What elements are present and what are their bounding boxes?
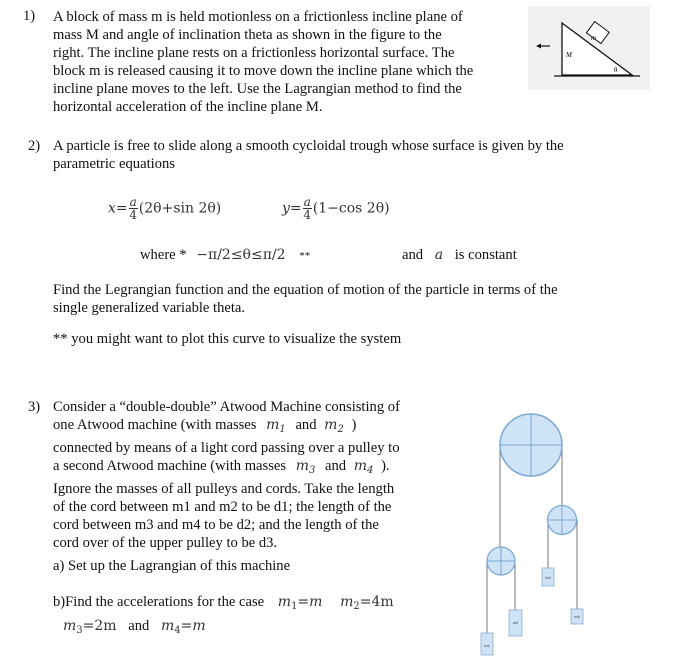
incline-figure <box>528 6 650 90</box>
q3-line <box>53 457 400 480</box>
case-m2 <box>340 594 394 610</box>
mass-subscript: 2 <box>353 601 360 612</box>
mass-label-m2: m2 <box>512 620 519 625</box>
part-a: a) Set up the Lagrangian of this machine <box>53 558 291 574</box>
part-b-line-2 <box>63 617 206 640</box>
question-1-text <box>53 8 473 116</box>
q3-line: cord over of the upper pulley to be d3. <box>53 535 278 551</box>
q3-line-text: a second Atwood machine (with masses <box>53 458 287 474</box>
mass-symbol: m <box>340 594 354 610</box>
mass-label-m3: m3 <box>545 575 551 580</box>
q3-line: Ignore the masses of all pulleys and cords. Take the length <box>53 481 395 497</box>
q3-line: Consider a “double-double” Atwood Machine consisting of <box>53 399 400 415</box>
equation-y <box>282 196 390 221</box>
part-b-text: b)Find the accelerations for the case <box>53 594 265 610</box>
mass-symbol: m <box>353 458 368 474</box>
mass-label-m1: m1 <box>484 643 490 648</box>
mass-value: =m <box>180 618 206 634</box>
mass-subscript: 3 <box>308 465 316 476</box>
mass-value: =2m <box>82 618 117 634</box>
q2-find-line: single generalized variable theta. <box>53 300 246 316</box>
fraction-numerator: a <box>303 195 311 209</box>
mass-value: =m <box>297 594 323 610</box>
q2-line: parametric equations <box>53 156 175 172</box>
q3-line <box>53 416 400 439</box>
q1-line: mass M and angle of inclination theta as shown in the figure to the <box>53 27 442 43</box>
q3-line: cord between m3 and m4 to be d2; and the length of the <box>53 517 379 533</box>
eq-x-lhs: x= <box>108 200 128 217</box>
mass-subscript: 1 <box>291 601 298 612</box>
q3-line-text: ) <box>351 417 357 433</box>
incline-label: M <box>566 51 572 59</box>
mass-symbol: m <box>266 417 280 433</box>
eq-x-fraction <box>129 196 138 221</box>
angle-label: θ <box>614 66 618 74</box>
q1-line: block m is released causing it to move down the incline plane which the <box>53 63 474 79</box>
mass-value: =4m <box>359 594 394 610</box>
case-m3 <box>63 618 117 634</box>
and-label: and <box>325 458 347 474</box>
equation-x <box>108 196 221 221</box>
q1-line: incline plane moves to the left. Use the Lagrangian method to find the <box>53 81 462 97</box>
mass-m2 <box>324 417 344 433</box>
mass-subscript: 3 <box>76 625 83 636</box>
q3-line: connected by means of a light cord passing over a pulley to <box>53 440 400 456</box>
part-b-line-1 <box>53 593 394 616</box>
question-2-find <box>53 281 558 317</box>
q1-line: right. The incline plane rests on a frictionless horizontal surface. The <box>53 45 455 61</box>
q3-line-text: ). <box>381 458 390 474</box>
arrow-head-icon <box>536 44 541 49</box>
constant-clause <box>402 246 517 264</box>
atwood-diagram <box>470 405 600 660</box>
q3-line-text: one Atwood machine (with masses <box>53 417 257 433</box>
theta-range: −π/2≤θ≤π/2 <box>196 247 286 263</box>
q2-line: A particle is free to slide along a smooth cycloidal trough whose surface is given by the <box>53 138 564 154</box>
question-3-text <box>53 398 400 552</box>
and-label: and <box>295 417 317 433</box>
mass-symbol: m <box>295 458 309 474</box>
mass-symbol: m <box>277 594 292 610</box>
mass-label-m4: m4 <box>574 614 580 619</box>
stars: ** <box>299 250 311 262</box>
mass-m1 <box>266 417 286 433</box>
constant-label: is constant <box>454 247 517 263</box>
and-label: and <box>402 247 424 263</box>
mass-m3 <box>296 458 316 474</box>
fraction-denominator: 4 <box>129 208 138 222</box>
block-label: m <box>591 34 597 42</box>
eq-y-lhs: y= <box>282 200 302 217</box>
where-label: where * <box>140 247 187 263</box>
block-m <box>586 22 609 44</box>
eq-y-rhs: (1−cos 2θ) <box>312 200 390 217</box>
mass-subscript: 4 <box>367 465 374 476</box>
mass-subscript: 1 <box>279 424 286 435</box>
eq-y-fraction <box>303 196 312 221</box>
case-m1 <box>278 594 323 610</box>
incline-diagram <box>528 6 650 90</box>
eq-x-rhs: (2θ+sin 2θ) <box>138 200 222 217</box>
fraction-denominator: 4 <box>303 208 312 222</box>
and-label: and <box>128 618 150 634</box>
case-m4 <box>161 618 206 634</box>
question-2-note: ** you might want to plot this curve to visualize the system <box>53 331 402 347</box>
where-clause <box>140 246 310 265</box>
mass-subscript: 2 <box>337 424 344 435</box>
mass-m4 <box>354 458 374 474</box>
question-1-number: 1) <box>23 8 36 24</box>
q1-line: horizontal acceleration of the incline plane M. <box>53 99 323 115</box>
mass-symbol: m <box>324 417 338 433</box>
mass-symbol: m <box>160 618 175 634</box>
question-2-number: 2) <box>28 138 41 154</box>
q1-line: A block of mass m is held motionless on a frictionless incline plane of <box>53 9 463 25</box>
q3-line: of the cord between m1 and m2 to be d1; the length of the <box>53 499 392 515</box>
fraction-numerator: a <box>129 195 137 209</box>
mass-symbol: m <box>63 618 77 634</box>
mass-subscript: 4 <box>174 625 181 636</box>
question-3-number: 3) <box>28 399 41 415</box>
question-2-text <box>53 137 564 173</box>
q2-find-line: Find the Legrangian function and the equation of motion of the particle in terms of the <box>53 282 558 298</box>
a-variable: a <box>434 247 444 263</box>
